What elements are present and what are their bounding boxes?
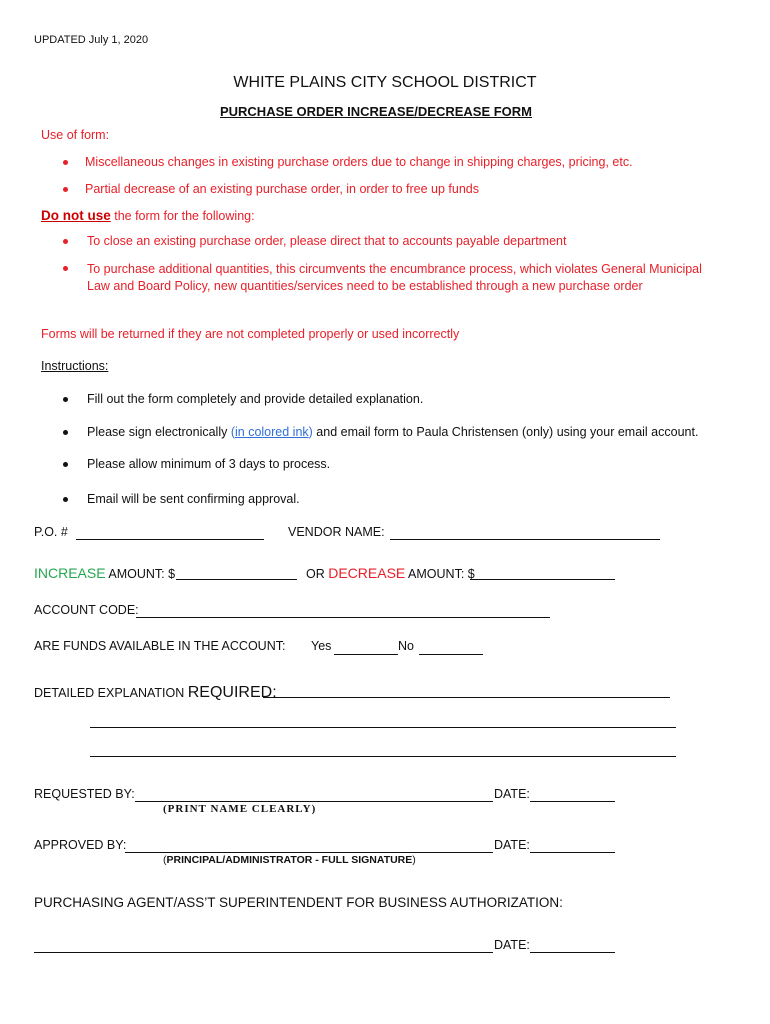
requested-by-field[interactable] bbox=[135, 801, 493, 802]
updated-date: UPDATED July 1, 2020 bbox=[34, 34, 149, 46]
required-word: REQUIRED: bbox=[187, 684, 277, 701]
instruction-1: Fill out the form completely and provide detailed explanation. bbox=[87, 392, 424, 406]
do-not-use-rest: the form for the following: bbox=[110, 209, 255, 223]
decrease-amount-field[interactable] bbox=[470, 579, 615, 580]
explanation-field-3[interactable] bbox=[90, 756, 676, 757]
decrease-rest: AMOUNT: $ bbox=[405, 567, 475, 581]
account-code-label: ACCOUNT CODE: bbox=[34, 603, 139, 617]
principal-note bbox=[163, 854, 416, 866]
vendor-label: VENDOR NAME: bbox=[288, 525, 385, 539]
bullet bbox=[63, 397, 68, 402]
paren-close: ) bbox=[308, 425, 313, 439]
bullet bbox=[63, 430, 68, 435]
principal-note-text: PRINCIPAL/ADMINISTRATOR - FULL SIGNATURE bbox=[166, 854, 413, 866]
approved-by-field[interactable] bbox=[125, 852, 493, 853]
vendor-name-field[interactable] bbox=[390, 539, 660, 540]
explanation-field-1[interactable] bbox=[263, 697, 670, 698]
do-not-use-emphasis: Do not use bbox=[41, 208, 111, 223]
form-title: PURCHASE ORDER INCREASE/DECREASE FORM bbox=[219, 104, 533, 119]
bullet bbox=[63, 266, 68, 271]
instructions-label: Instructions: bbox=[41, 359, 109, 373]
bullet bbox=[63, 497, 68, 502]
bullet bbox=[63, 187, 68, 192]
instruction-4: Email will be sent confirming approval. bbox=[87, 492, 300, 506]
bullet bbox=[63, 239, 68, 244]
increase-word: INCREASE bbox=[34, 565, 106, 581]
purchasing-signature-field[interactable] bbox=[34, 952, 493, 953]
explanation-text: DETAILED EXPLANATION bbox=[34, 686, 188, 700]
purchasing-agent-label: PURCHASING AGENT/ASS’T SUPERINTENDENT FOR BUSINESS AUTHORIZATION: bbox=[34, 895, 563, 910]
yes-field[interactable] bbox=[334, 654, 398, 655]
bullet bbox=[63, 462, 68, 467]
principal-paren-close: ) bbox=[412, 854, 416, 866]
yes-label: Yes bbox=[311, 639, 332, 653]
decrease-amount-label bbox=[306, 565, 475, 581]
date-label-1: DATE: bbox=[494, 787, 530, 801]
po-label: P.O. # bbox=[34, 525, 68, 539]
date-field-3[interactable] bbox=[530, 952, 615, 953]
do-not-item-2: To purchase additional quantities, this circumvents the encumbrance process, which violates General Municipal Law and Board Policy, new quantities/services need to be established through a new purchase order bbox=[87, 262, 702, 293]
paren-open: ( bbox=[230, 425, 235, 439]
explanation-field-2[interactable] bbox=[90, 727, 676, 728]
date-label-3: DATE: bbox=[494, 938, 530, 952]
do-not-item-1: To close an existing purchase order, please direct that to accounts payable department bbox=[87, 234, 567, 248]
no-label: No bbox=[398, 639, 414, 653]
funds-available-label: ARE FUNDS AVAILABLE IN THE ACCOUNT: bbox=[34, 639, 286, 653]
instruction-3: Please allow minimum of 3 days to process. bbox=[87, 457, 331, 471]
date-field-1[interactable] bbox=[530, 801, 615, 802]
date-field-2[interactable] bbox=[530, 852, 615, 853]
increase-amount-label bbox=[34, 565, 175, 581]
print-name-note: (PRINT NAME CLEARLY) bbox=[163, 803, 317, 815]
po-number-field[interactable] bbox=[76, 539, 264, 540]
requested-by-label: REQUESTED BY: bbox=[34, 787, 135, 801]
use-of-form-label: Use of form: bbox=[41, 128, 110, 142]
instruction-2 bbox=[87, 425, 698, 439]
date-label-2: DATE: bbox=[494, 838, 530, 852]
instruction-2-pre: Please sign electronically bbox=[87, 425, 231, 439]
use-item-2: Partial decrease of an existing purchase order, in order to free up funds bbox=[85, 182, 479, 196]
do-not-use-heading bbox=[41, 208, 255, 223]
or-word: OR bbox=[306, 567, 329, 581]
district-title: WHITE PLAINS CITY SCHOOL DISTRICT bbox=[233, 74, 537, 91]
use-item-1: Miscellaneous changes in existing purchase orders due to change in shipping charges, pricing, etc. bbox=[85, 155, 633, 169]
increase-rest: AMOUNT: $ bbox=[105, 567, 176, 581]
explanation-label bbox=[34, 684, 277, 702]
decrease-word: DECREASE bbox=[328, 565, 406, 581]
no-field[interactable] bbox=[419, 654, 483, 655]
principal-paren-open: ( bbox=[163, 854, 167, 866]
returned-note: Forms will be returned if they are not completed properly or used incorrectly bbox=[41, 327, 460, 341]
colored-ink-text: in colored ink bbox=[235, 425, 309, 439]
increase-amount-field[interactable] bbox=[176, 579, 297, 580]
approved-by-label: APPROVED BY: bbox=[34, 838, 127, 852]
account-code-field[interactable] bbox=[136, 617, 550, 618]
bullet bbox=[63, 160, 68, 165]
instruction-2-post: and email form to Paula Christensen (only) using your email account. bbox=[312, 425, 699, 439]
